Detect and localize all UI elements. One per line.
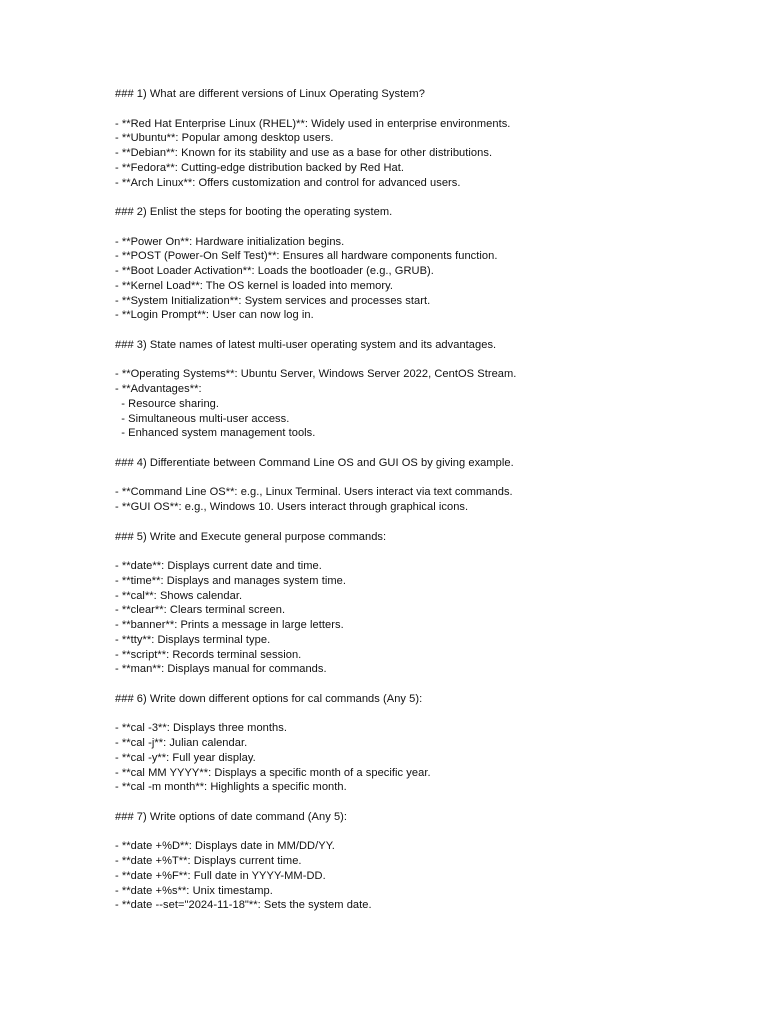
list-item: - **date +%s**: Unix timestamp. <box>115 884 273 897</box>
list-item: - **Ubuntu**: Popular among desktop users. <box>115 132 334 145</box>
spacer <box>115 323 735 338</box>
list-item: - **Kernel Load**: The OS kernel is loaded into memory. <box>115 279 393 292</box>
list-item: - **Fedora**: Cutting-edge distribution backed by Red Hat. <box>115 161 405 174</box>
section-heading: ### 6) Write down different options for cal commands (Any 5): <box>115 692 423 705</box>
list-item: - **cal -3**: Displays three months. <box>115 722 287 735</box>
spacer <box>115 190 735 205</box>
list-item: - **Operating Systems**: Ubuntu Server, Windows Server 2022, CentOS Stream. <box>115 368 517 381</box>
spacer <box>115 441 735 456</box>
list-item: - **Debian**: Known for its stability and use as a base for other distributions. <box>115 147 493 159</box>
list-item: - **Arch Linux**: Offers customization and control for advanced users. <box>115 176 461 189</box>
list-item: - **System Initialization**: System services and processes start. <box>115 294 431 307</box>
spacer <box>115 471 735 486</box>
list-item: - **POST (Power-On Self Test)**: Ensures all hardware components function. <box>115 250 498 263</box>
document-body <box>115 87 735 913</box>
section-heading: ### 3) State names of latest multi-user operating system and its advantages. <box>115 338 497 351</box>
list-item: - **script**: Records terminal session. <box>115 648 302 661</box>
spacer <box>115 825 735 840</box>
spacer <box>115 795 735 810</box>
list-item: - **Power On**: Hardware initialization begins. <box>115 235 345 248</box>
list-item: - **cal -y**: Full year display. <box>115 751 256 764</box>
list-item: - **cal MM YYYY**: Displays a specific month of a specific year. <box>115 766 431 779</box>
list-item: - **banner**: Prints a message in large letters. <box>115 619 344 631</box>
list-item: - **tty**: Displays terminal type. <box>115 633 271 646</box>
list-item: - **cal -j**: Julian calendar. <box>115 737 248 749</box>
list-item: - **time**: Displays and manages system time. <box>115 574 346 587</box>
spacer <box>115 102 735 117</box>
spacer <box>115 707 735 722</box>
list-item: - **Login Prompt**: User can now log in. <box>115 309 314 322</box>
section-heading: ### 4) Differentiate between Command Line OS and GUI OS by giving example. <box>115 456 514 469</box>
list-item: - **Red Hat Enterprise Linux (RHEL)**: Widely used in enterprise environments. <box>115 117 511 130</box>
spacer <box>115 515 735 530</box>
list-item: - **date**: Displays current date and time. <box>115 560 322 572</box>
list-item: - **date --set="2024-11-18"**: Sets the system date. <box>115 899 372 912</box>
list-item: - **cal**: Shows calendar. <box>115 589 243 602</box>
list-item: - Enhanced system management tools. <box>115 427 316 440</box>
list-item: - **GUI OS**: e.g., Windows 10. Users interact through graphical icons. <box>115 501 469 513</box>
spacer <box>115 220 735 235</box>
list-item: - **man**: Displays manual for commands. <box>115 663 327 676</box>
list-item: - **cal -m month**: Highlights a specific month. <box>115 781 347 794</box>
list-item: - **date +%F**: Full date in YYYY-MM-DD. <box>115 869 326 882</box>
section-heading: ### 5) Write and Execute general purpose commands: <box>115 530 387 543</box>
spacer <box>115 544 735 559</box>
list-item: - **Command Line OS**: e.g., Linux Terminal. Users interact via text commands. <box>115 486 513 499</box>
list-item: - Simultaneous multi-user access. <box>115 412 290 425</box>
list-item: - **Advantages**: <box>115 383 202 395</box>
spacer <box>115 353 735 368</box>
list-item: - **clear**: Clears terminal screen. <box>115 604 286 617</box>
section-heading: ### 1) What are different versions of Linux Operating System? <box>115 88 425 100</box>
list-item: - **Boot Loader Activation**: Loads the bootloader (e.g., GRUB). <box>115 265 434 277</box>
spacer <box>115 677 735 692</box>
list-item: - **date +%D**: Displays date in MM/DD/YY. <box>115 840 335 853</box>
list-item: - Resource sharing. <box>115 397 220 410</box>
section-heading: ### 2) Enlist the steps for booting the operating system. <box>115 206 393 218</box>
list-item: - **date +%T**: Displays current time. <box>115 855 302 867</box>
section-heading: ### 7) Write options of date command (Any 5): <box>115 810 348 823</box>
